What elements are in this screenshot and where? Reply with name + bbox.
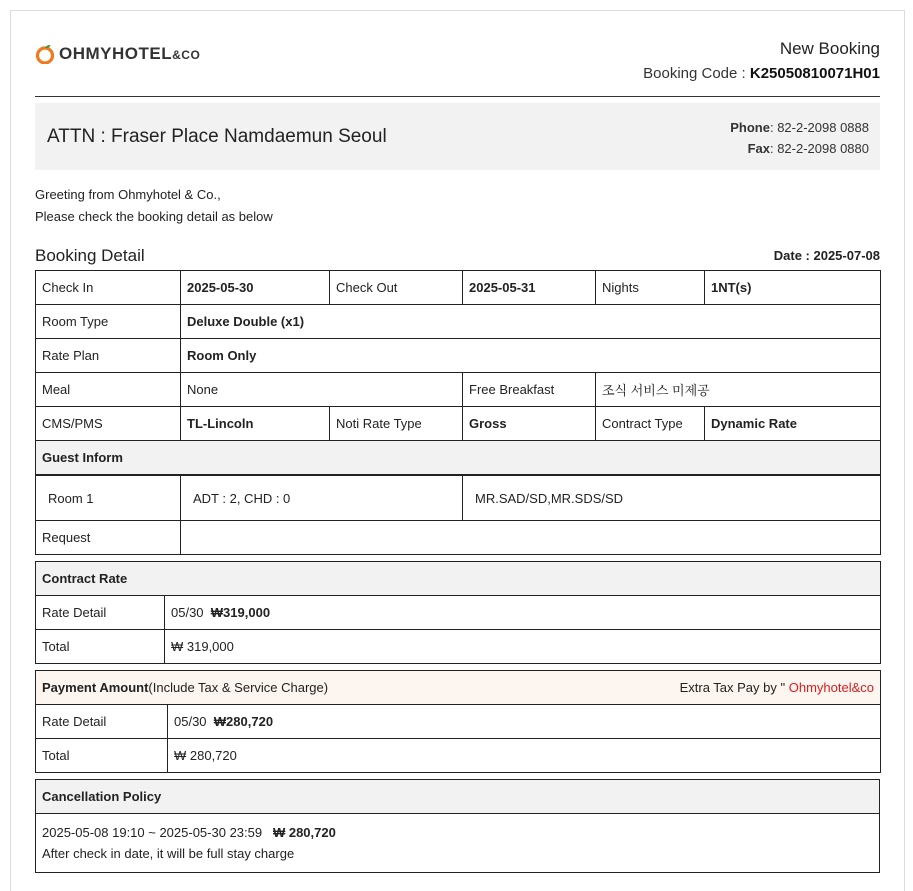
noti-rate-label: Noti Rate Type xyxy=(330,407,463,441)
booking-detail-title: Booking Detail xyxy=(35,246,145,265)
request-label: Request xyxy=(36,521,181,555)
table-row xyxy=(36,373,881,407)
room-label: Room 1 xyxy=(36,476,181,521)
contract-rate-table xyxy=(35,561,881,664)
contract-total-value: ₩ 319,000 xyxy=(165,630,881,664)
hotel-contact xyxy=(730,117,869,159)
greeting: Greeting from Ohmyhotel & Co., Please check the booking detail as below xyxy=(35,187,273,224)
rate-plan-value: Room Only xyxy=(181,339,881,373)
contract-rate-detail-value: 05/30 ₩319,000 xyxy=(165,596,881,630)
cancellation-policy-header: Cancellation Policy xyxy=(36,780,880,814)
free-breakfast-label: Free Breakfast xyxy=(463,373,596,407)
booking-code: Booking Code : K25050810071H01 xyxy=(643,65,880,82)
cms-label: CMS/PMS xyxy=(36,407,181,441)
guest-names: MR.SAD/SD,MR.SDS/SD xyxy=(463,476,881,521)
payment-amount-table xyxy=(35,670,881,773)
guest-inform-header: Guest Inform xyxy=(36,441,881,475)
nights-label: Nights xyxy=(596,271,705,305)
attn-box xyxy=(35,103,880,170)
payment-rate-detail-label: Rate Detail xyxy=(36,705,168,739)
table-row xyxy=(36,705,881,739)
table-row xyxy=(36,562,881,596)
check-out-label: Check Out xyxy=(330,271,463,305)
contract-total-label: Total xyxy=(36,630,165,664)
table-row xyxy=(36,339,881,373)
contract-type-label: Contract Type xyxy=(596,407,705,441)
booking-header-info xyxy=(643,39,880,82)
contract-rate-detail-label: Rate Detail xyxy=(36,596,165,630)
payment-amount-header: Payment Amount(Include Tax & Service Charge) Extra Tax Pay by " Ohmyhotel&co xyxy=(36,671,881,705)
table-row xyxy=(36,671,881,705)
booking-detail-heading xyxy=(35,232,880,268)
contract-type-value: Dynamic Rate xyxy=(705,407,881,441)
occupancy-value: ADT : 2, CHD : 0 xyxy=(181,476,463,521)
logo-text: OHMYHOTEL&CO xyxy=(59,44,201,63)
table-row xyxy=(36,305,881,339)
voucher-header xyxy=(35,11,880,97)
room-type-value: Deluxe Double (x1) xyxy=(181,305,881,339)
free-breakfast-value: 조식 서비스 미제공 xyxy=(596,373,881,407)
meal-value: None xyxy=(181,373,463,407)
extra-tax-note: Extra Tax Pay by " Ohmyhotel&co xyxy=(679,680,874,695)
cancellation-policy-table xyxy=(35,779,880,873)
table-row xyxy=(36,814,880,873)
payment-total-value: ₩ 280,720 xyxy=(168,739,881,773)
guest-table xyxy=(35,475,881,555)
hotel-phone: Phone: 82-2-2098 0888 xyxy=(730,120,869,135)
booking-type-title: New Booking xyxy=(779,39,880,58)
noti-rate-value: Gross xyxy=(463,407,596,441)
booking-detail-date: Date : 2025-07-08 xyxy=(773,248,880,263)
room-type-label: Room Type xyxy=(36,305,181,339)
table-row xyxy=(36,630,881,664)
table-row xyxy=(36,521,881,555)
check-in-label: Check In xyxy=(36,271,181,305)
table-row xyxy=(36,476,881,521)
booking-detail-table xyxy=(35,270,881,475)
contract-rate-header: Contract Rate xyxy=(36,562,881,596)
cancellation-note: After check in date, it will be full stay charge xyxy=(42,846,295,861)
hotel-name: ATTN : Fraser Place Namdaemun Seoul xyxy=(47,126,387,147)
voucher-sheet xyxy=(10,10,905,891)
check-out-value: 2025-05-31 xyxy=(463,271,596,305)
table-row xyxy=(36,407,881,441)
nights-value: 1NT(s) xyxy=(705,271,881,305)
cms-value: TL-Lincoln xyxy=(181,407,330,441)
payment-rate-detail-value: 05/30 ₩280,720 xyxy=(168,705,881,739)
table-row xyxy=(36,780,880,814)
brand-logo xyxy=(35,44,200,64)
orange-logo-icon xyxy=(35,44,55,64)
hotel-fax: Fax: 82-2-2098 0880 xyxy=(747,141,869,156)
table-row xyxy=(36,441,881,475)
table-row xyxy=(36,271,881,305)
check-in-value: 2025-05-30 xyxy=(181,271,330,305)
table-row xyxy=(36,739,881,773)
cancellation-policy-body xyxy=(36,814,880,873)
cancellation-period: 2025-05-08 19:10 ~ 2025-05-30 23:59 ₩ 280,720 xyxy=(42,825,336,840)
request-value xyxy=(181,521,881,555)
payment-total-label: Total xyxy=(36,739,168,773)
rate-plan-label: Rate Plan xyxy=(36,339,181,373)
table-row xyxy=(36,596,881,630)
meal-label: Meal xyxy=(36,373,181,407)
